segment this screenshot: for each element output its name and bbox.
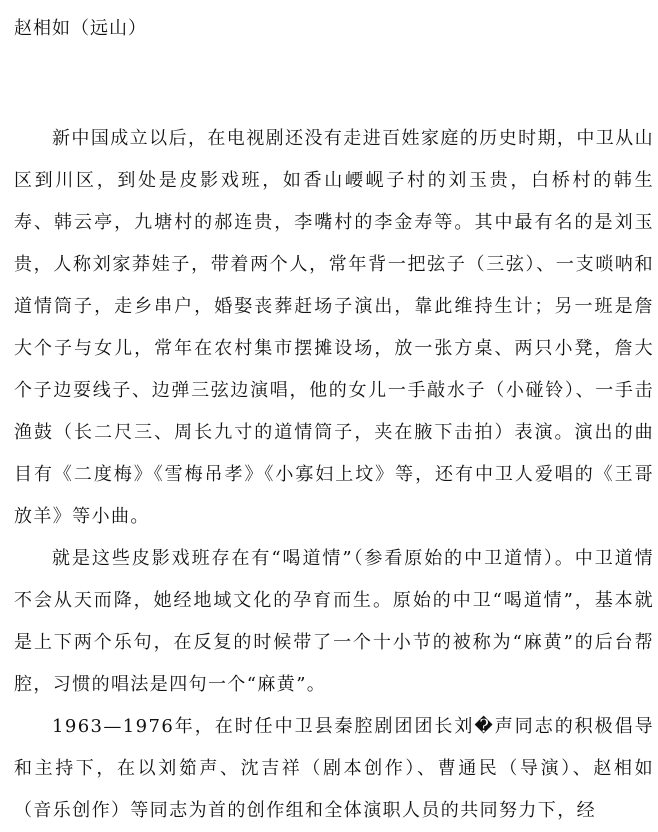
author-line: 赵相如（远山）: [14, 18, 147, 39]
paragraph-3: 1963—1976年，在时任中卫县秦腔剧团团长刘�声同志的积极倡导和主持下，在以刘筎声、沈吉祥（剧本创作）、曹通民（导演）、赵相如（音乐创作）等同志为首的创作组和全体演职人员的共同努力下，经: [14, 716, 654, 821]
article-body: [14, 118, 654, 832]
paragraph-2: 就是这些皮影戏班存在有“喝道情”（参看原始的中卫道情）。中卫道情不会从天而降，她经地域文化的孕育而生。原始的中卫“喝道情”，基本就是上下两个乐句，在反复的时候带了一个十小节的被称为“麻黄”的后台帮腔，习惯的唱法是四句一个“麻黄”。: [14, 548, 654, 695]
paragraph-1: 新中国成立以后，在电视剧还没有走进百姓家庭的历史时期，中卫从山区到川区，到处是皮影戏班，如香山崾岘子村的刘玉贵，白桥村的韩生寿、韩云亭，九塘村的郝连贵，李嘴村的李金寿等。其中最有名的是刘玉贵，人称刘家莽娃子，带着两个人，常年背一把弦子（三弦）、一支唢呐和道情筒子，走乡串户，婚娶丧葬赶场子演出，靠此维持生计；另一班是詹大个子与女儿，常年在农村集市摆摊设场，放一张方桌、两只小凳，詹大个子边耍线子、边弹三弦边演唱，他的女儿一手敲水子（小碰铃）、一手击渔鼓（长二尺三、周长九寸的道情筒子，夹在腋下击拍）表演。演出的曲目有《二度梅》《雪梅吊孝》《小寡妇上坟》等，还有中卫人爱唱的《王哥放羊》等小曲。: [14, 128, 654, 527]
